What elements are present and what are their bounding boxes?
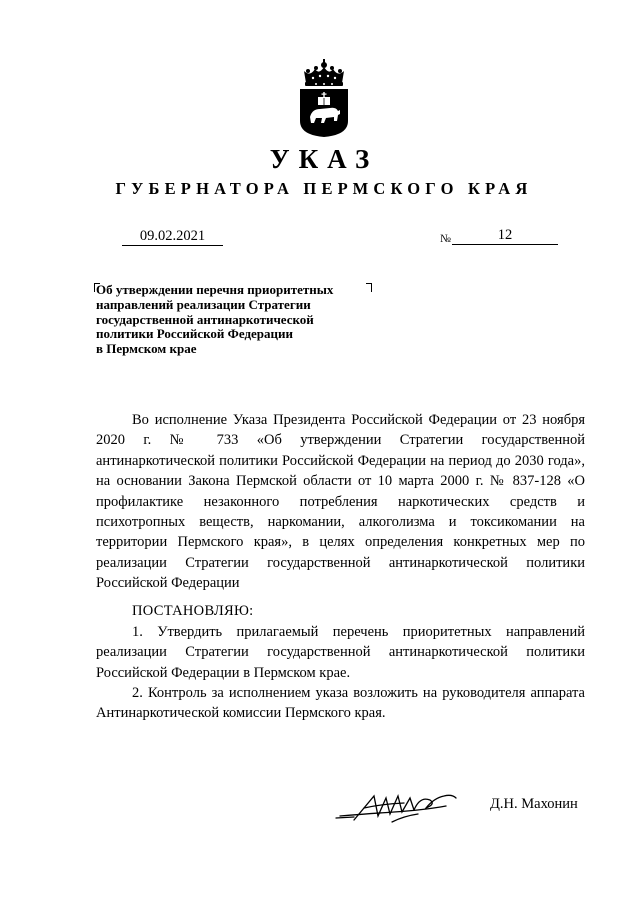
- document-number: 12: [452, 227, 558, 245]
- decree-item-1: 1. Утвердить прилагаемый перечень приоритетных направлений реализации Стратегии государственной антинаркотической политики Российской Федерации в Пермском крае.: [96, 624, 585, 681]
- subject-line: направлений реализации Стратегии: [96, 296, 311, 312]
- coat-of-arms-icon: [296, 57, 352, 139]
- document-title: УКАЗ: [269, 144, 379, 174]
- subject-line: политики Российской Федерации: [96, 326, 293, 342]
- handwritten-signature-icon: [334, 786, 462, 826]
- document-date: 09.02.2021: [122, 228, 223, 246]
- document-subject: [96, 283, 386, 357]
- preamble-paragraph: Во исполнение Указа Президента Российской Федерации от 23 ноября 2020 г. № 733 «Об утверждении Стратегии государственной антинаркотической политики Российской Федерации на период до 2030 года», на основании Закона Пермской области от 10 марта 2000 г. № 837-128 «О профилактике незаконного потребления наркотических средств и психотропных веществ, наркомании, алкоголизма и токсикомании на территории Пермского края», в целях определения конкретных мер по реализации Стратегии государственной антинаркотической политики Российской Федерации: [96, 412, 585, 592]
- decree-item-2: 2. Контроль за исполнением указа возложить на руководителя аппарата Антинаркотической комиссии Пермского края.: [96, 685, 585, 722]
- signer-name: Д.Н. Махонин: [490, 796, 578, 812]
- document-subtitle: ГУБЕРНАТОРА ПЕРМСКОГО КРАЯ: [115, 179, 533, 198]
- subject-line: Об утверждении перечня приоритетных: [96, 282, 334, 297]
- decree-word: ПОСТАНОВЛЯЮ:: [132, 603, 254, 619]
- subject-line: государственной антинаркотической: [96, 311, 314, 327]
- number-sign: №: [440, 233, 451, 245]
- subject-line: в Пермском крае: [96, 341, 197, 357]
